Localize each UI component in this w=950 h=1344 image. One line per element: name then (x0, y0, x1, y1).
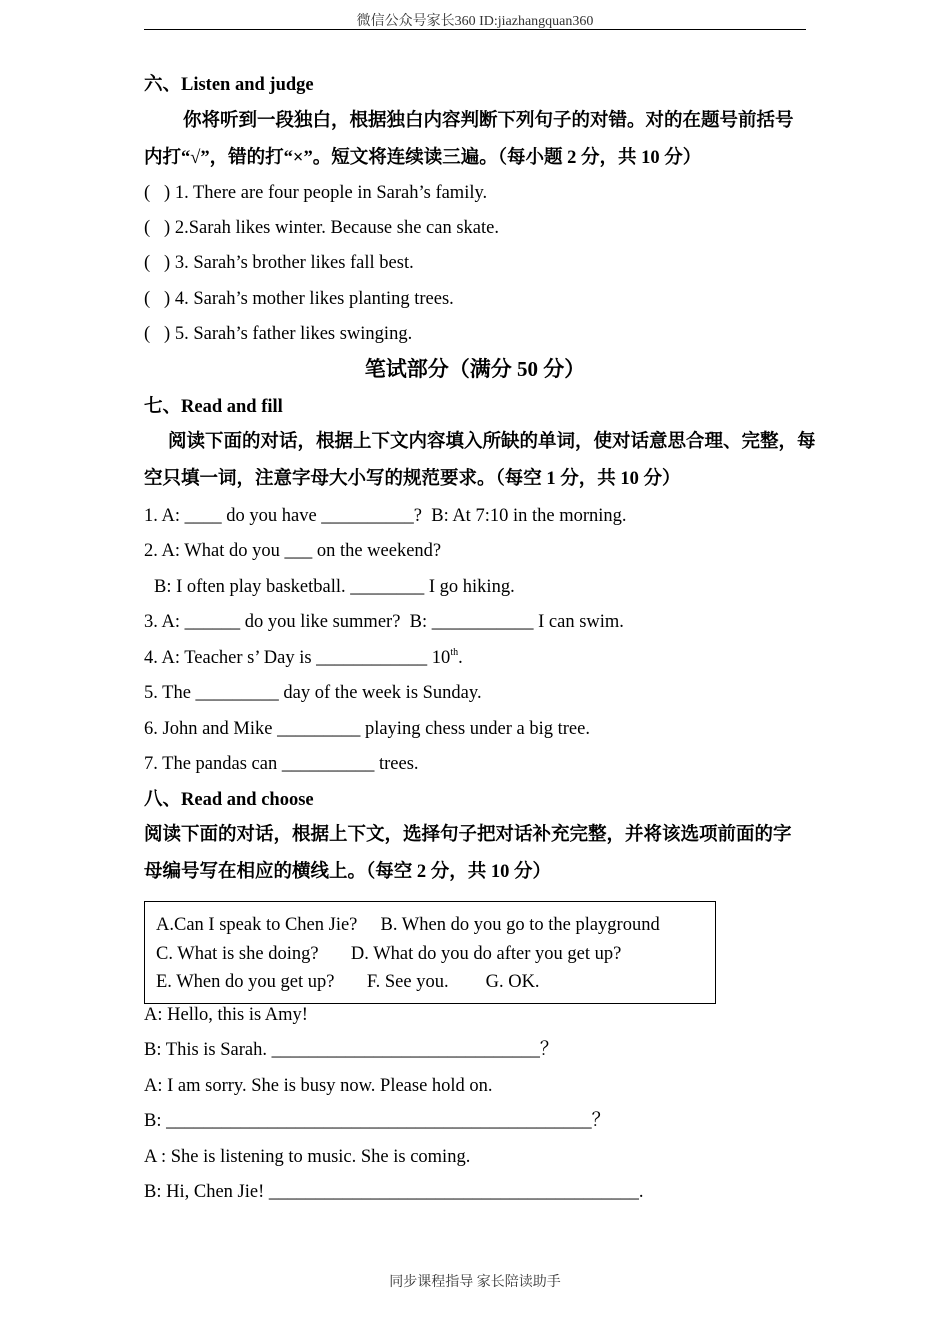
section6-title: 六、Listen and judge (144, 75, 314, 95)
section7-title: 七、Read and fill (144, 397, 283, 417)
written-part-title: 笔试部分（满分 50 分） (364, 357, 586, 381)
section6-item-4: ( ) 4. Sarah’s mother likes planting trees. (144, 289, 454, 309)
section7-question-2b: B: I often play basketball. ________ I go hiking. (154, 577, 515, 597)
page-header: 微信公众号家长360 ID:jiazhangquan360 (356, 14, 594, 29)
section7-instruction-line1: 阅读下面的对话，根据上下文内容填入所缺的单词，使对话意思合理、完整，每 (168, 432, 816, 452)
ordinal-superscript: th (450, 647, 459, 658)
section6-item-2: ( ) 2.Sarah likes winter. Because she can skate. (144, 218, 499, 238)
dialogue-line-5: A : She is listening to music. She is coming. (144, 1147, 471, 1167)
options-row-1: A.Can I speak to Chen Jie? B. When do you go to the playground (156, 915, 660, 935)
section7-question-4 (144, 646, 463, 673)
section7-question-7: 7. The pandas can __________ trees. (144, 754, 419, 774)
header-divider (144, 29, 806, 30)
dialogue-line-1: A: Hello, this is Amy! (144, 1005, 308, 1025)
section7-instruction-line2: 空只填一词，注意字母大小写的规范要求。（每空 1 分，共 10 分） (144, 469, 681, 489)
dialogue-line-4: B: ______________________________________________？ (144, 1111, 611, 1131)
section7-question-6: 6. John and Mike _________ playing chess under a big tree. (144, 719, 590, 739)
page-footer: 同步课程指导 家长陪读助手 (389, 1275, 561, 1290)
dialogue-line-3: A: I am sorry. She is busy now. Please hold on. (144, 1076, 493, 1096)
options-row-3: E. When do you get up? F. See you. G. OK. (156, 972, 540, 992)
section8-instruction-line2: 母编号写在相应的横线上。（每空 2 分，共 10 分） (144, 862, 552, 882)
section8-instruction-line1: 阅读下面的对话，根据上下文，选择句子把对话补充完整，并将该选项前面的字 (144, 825, 792, 845)
question-4-text: 4. A: Teacher s’ Day is ____________ 10 (144, 648, 451, 668)
section8-title: 八、Read and choose (144, 790, 314, 810)
options-row-2: C. What is she doing? D. What do you do after you get up? (156, 944, 622, 964)
dialogue-line-6: B: Hi, Chen Jie! ________________________________________. (144, 1182, 644, 1202)
section6-item-3: ( ) 3. Sarah’s brother likes fall best. (144, 253, 414, 273)
dialogue-line-2: B: This is Sarah. _____________________________？ (144, 1040, 559, 1060)
question-4-end: . (458, 648, 463, 668)
section7-question-3: 3. A: ______ do you like summer? B: ___________ I can swim. (144, 612, 624, 632)
section7-question-5: 5. The _________ day of the week is Sunday. (144, 683, 482, 703)
section7-question-2a: 2. A: What do you ___ on the weekend? (144, 541, 442, 561)
section6-item-5: ( ) 5. Sarah’s father likes swinging. (144, 324, 413, 344)
section6-instruction-line1: 你将听到一段独白，根据独白内容判断下列句子的对错。对的在题号前括号 (183, 111, 794, 131)
section6-item-1: ( ) 1. There are four people in Sarah’s family. (144, 183, 488, 203)
section7-question-1: 1. A: ____ do you have __________? B: At 7:10 in the morning. (144, 506, 627, 526)
section6-instruction-line2: 内打“√”，错的打“×”。短文将连续读三遍。（每小题 2 分，共 10 分） (144, 148, 702, 168)
